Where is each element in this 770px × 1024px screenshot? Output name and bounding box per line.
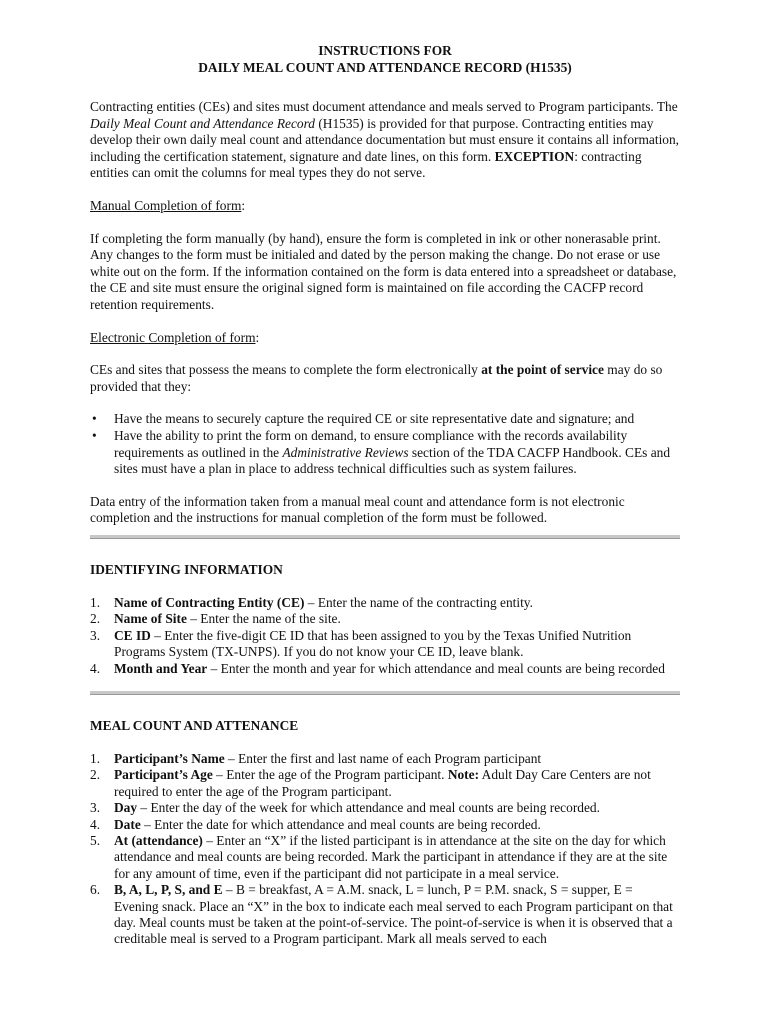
- note-label: Note:: [447, 767, 480, 783]
- meal-count-list: [90, 751, 680, 948]
- bullet2-text-b: section of the TDA CACFP Handbook. CEs and sites must have a plan in place to address technical difficulties such as system failures.: [114, 444, 671, 477]
- list-item: [90, 661, 680, 677]
- section-divider: [90, 535, 680, 539]
- identifying-list: [90, 595, 680, 677]
- list-item: [90, 833, 680, 882]
- section-divider: [90, 691, 680, 695]
- list-item: [90, 751, 680, 767]
- intro-text-a: Contracting entities (CEs) and sites must document attendance and meals served to Program participants. The: [90, 99, 678, 114]
- item-label: Participant’s Age: [114, 767, 213, 783]
- item-number: 2.: [90, 767, 101, 783]
- list-item: [90, 595, 680, 611]
- manual-paragraph: If completing the form manually (by hand), ensure the form is completed in ink or other nonerasable print. Any changes to the form must be initialed and dated by the person making the change. Do not erase or use white out on the form. If the information contained on the form is data entered into a spreadsheet or database, the CE and site must ensure the original signed form is maintained on file according the CACFP record retention requirements.: [90, 230, 677, 312]
- list-item: [90, 817, 680, 833]
- item-number: 1.: [90, 594, 101, 610]
- item-label: B, A, L, P, S, and E: [114, 882, 223, 898]
- item-label: CE ID: [114, 627, 151, 643]
- list-item: [90, 882, 680, 948]
- exception-label: EXCEPTION: [494, 148, 575, 164]
- item-text: – Enter the day of the week for which attendance and meal counts are being recorded.: [137, 800, 600, 816]
- electronic-requirements-list: [90, 411, 680, 477]
- intro-paragraph: [90, 99, 680, 182]
- item-text: – B = breakfast, A = A.M. snack, L = lunch, P = P.M. snack, S = supper, E = Evening snack. Place an “X” in the box to indicate each meal served to each Program participant on that day. Meal counts must be taken at the point-of-service. The point-of-service is when it is observed that a creditable meal is served to a Program participant. Mark all meals served to each: [114, 882, 673, 947]
- meal-count-heading: MEAL COUNT AND ATTENANCE: [90, 717, 299, 733]
- item-label: Date: [114, 816, 141, 832]
- list-item: [90, 628, 680, 661]
- title-line-2: DAILY MEAL COUNT AND ATTENDANCE RECORD (H1535): [198, 60, 572, 75]
- electronic-text-a: CEs and sites that possess the means to complete the form electronically: [90, 362, 482, 378]
- list-item: [90, 800, 680, 816]
- exception-text: : contracting entities can omit the columns for meal types they do not serve.: [90, 148, 642, 181]
- item-number: 2.: [90, 611, 101, 627]
- note-text: Adult Day Care Centers are not required to enter the age of the Program participant.: [114, 767, 651, 799]
- data-entry-note: Data entry of the information taken from a manual meal count and attendance form is not electronic completion and the instructions for manual completion of the form must be followed.: [90, 493, 625, 526]
- manual-heading-colon: :: [241, 197, 246, 213]
- item-label: At (attendance): [114, 832, 203, 848]
- point-of-service-bold: at the point of service: [481, 362, 604, 378]
- item-number: 4.: [90, 816, 101, 832]
- identifying-heading: IDENTIFYING INFORMATION: [90, 561, 283, 577]
- list-item: • Have the means to securely capture the required CE or site representative date and signature; and: [90, 411, 680, 428]
- form-name-italic: Daily Meal Count and Attendance Record: [90, 115, 315, 131]
- bullet2-text-a: Have the ability to print the form on demand, to ensure compliance with the records availability requirements as outlined in the: [114, 427, 628, 460]
- item-label: Participant’s Name: [114, 750, 225, 766]
- item-text: – Enter the date for which attendance and meal counts are being recorded.: [140, 816, 541, 832]
- item-number: 1.: [90, 750, 101, 766]
- item-label: Day: [114, 800, 138, 816]
- list-item: [90, 611, 680, 627]
- administrative-reviews-italic: Administrative Reviews: [282, 444, 409, 460]
- manual-heading: [90, 198, 680, 215]
- document-title: [90, 42, 680, 76]
- item-number: 3.: [90, 627, 101, 643]
- item-text: – Enter the name of the contracting entity.: [304, 594, 533, 610]
- item-number: 3.: [90, 800, 101, 816]
- manual-heading-text: Manual Completion of form: [90, 197, 242, 213]
- list-item: [90, 767, 680, 800]
- item-text: – Enter the month and year for which attendance and meal counts are being recorded: [207, 660, 665, 676]
- title-line-1: INSTRUCTIONS FOR: [318, 43, 452, 58]
- item-number: 4.: [90, 660, 101, 676]
- item-number: 5.: [90, 832, 101, 848]
- item-label: Month and Year: [114, 660, 208, 676]
- item-text: – Enter an “X” if the listed participant is in attendance at the site on the day for which attendance and meal counts are being recorded. Mark the participant in attendance if they are at the site for any amount of time, even if the participant did not participate in a meal service.: [114, 832, 668, 881]
- item-number: 6.: [90, 882, 101, 898]
- item-text: – Enter the five-digit CE ID that has been assigned to you by the Texas Unified Nutrition Programs System (TX-UNPS). If you do not know your CE ID, leave blank.: [114, 627, 632, 660]
- item-label: Name of Contracting Entity (CE): [114, 594, 305, 610]
- item-label: Name of Site: [114, 611, 187, 627]
- item-text: – Enter the name of the site.: [186, 611, 341, 627]
- list-item: [90, 428, 680, 478]
- item-text: – Enter the first and last name of each Program participant: [224, 750, 542, 766]
- electronic-paragraph: [90, 362, 680, 395]
- electronic-heading-colon: :: [255, 329, 260, 345]
- electronic-text-b: may do so provided that they:: [90, 362, 663, 394]
- intro-text-b: (H1535) is provided for that purpose. Contracting entities may develop their own daily meal count and attendance documentation but must ensure it contains all information, including the certification statement, signature and date lines, on this form.: [90, 115, 680, 164]
- item-text: – Enter the age of the Program participant.: [212, 767, 448, 783]
- electronic-heading-text: Electronic Completion of form: [90, 329, 256, 345]
- electronic-heading: [90, 330, 680, 347]
